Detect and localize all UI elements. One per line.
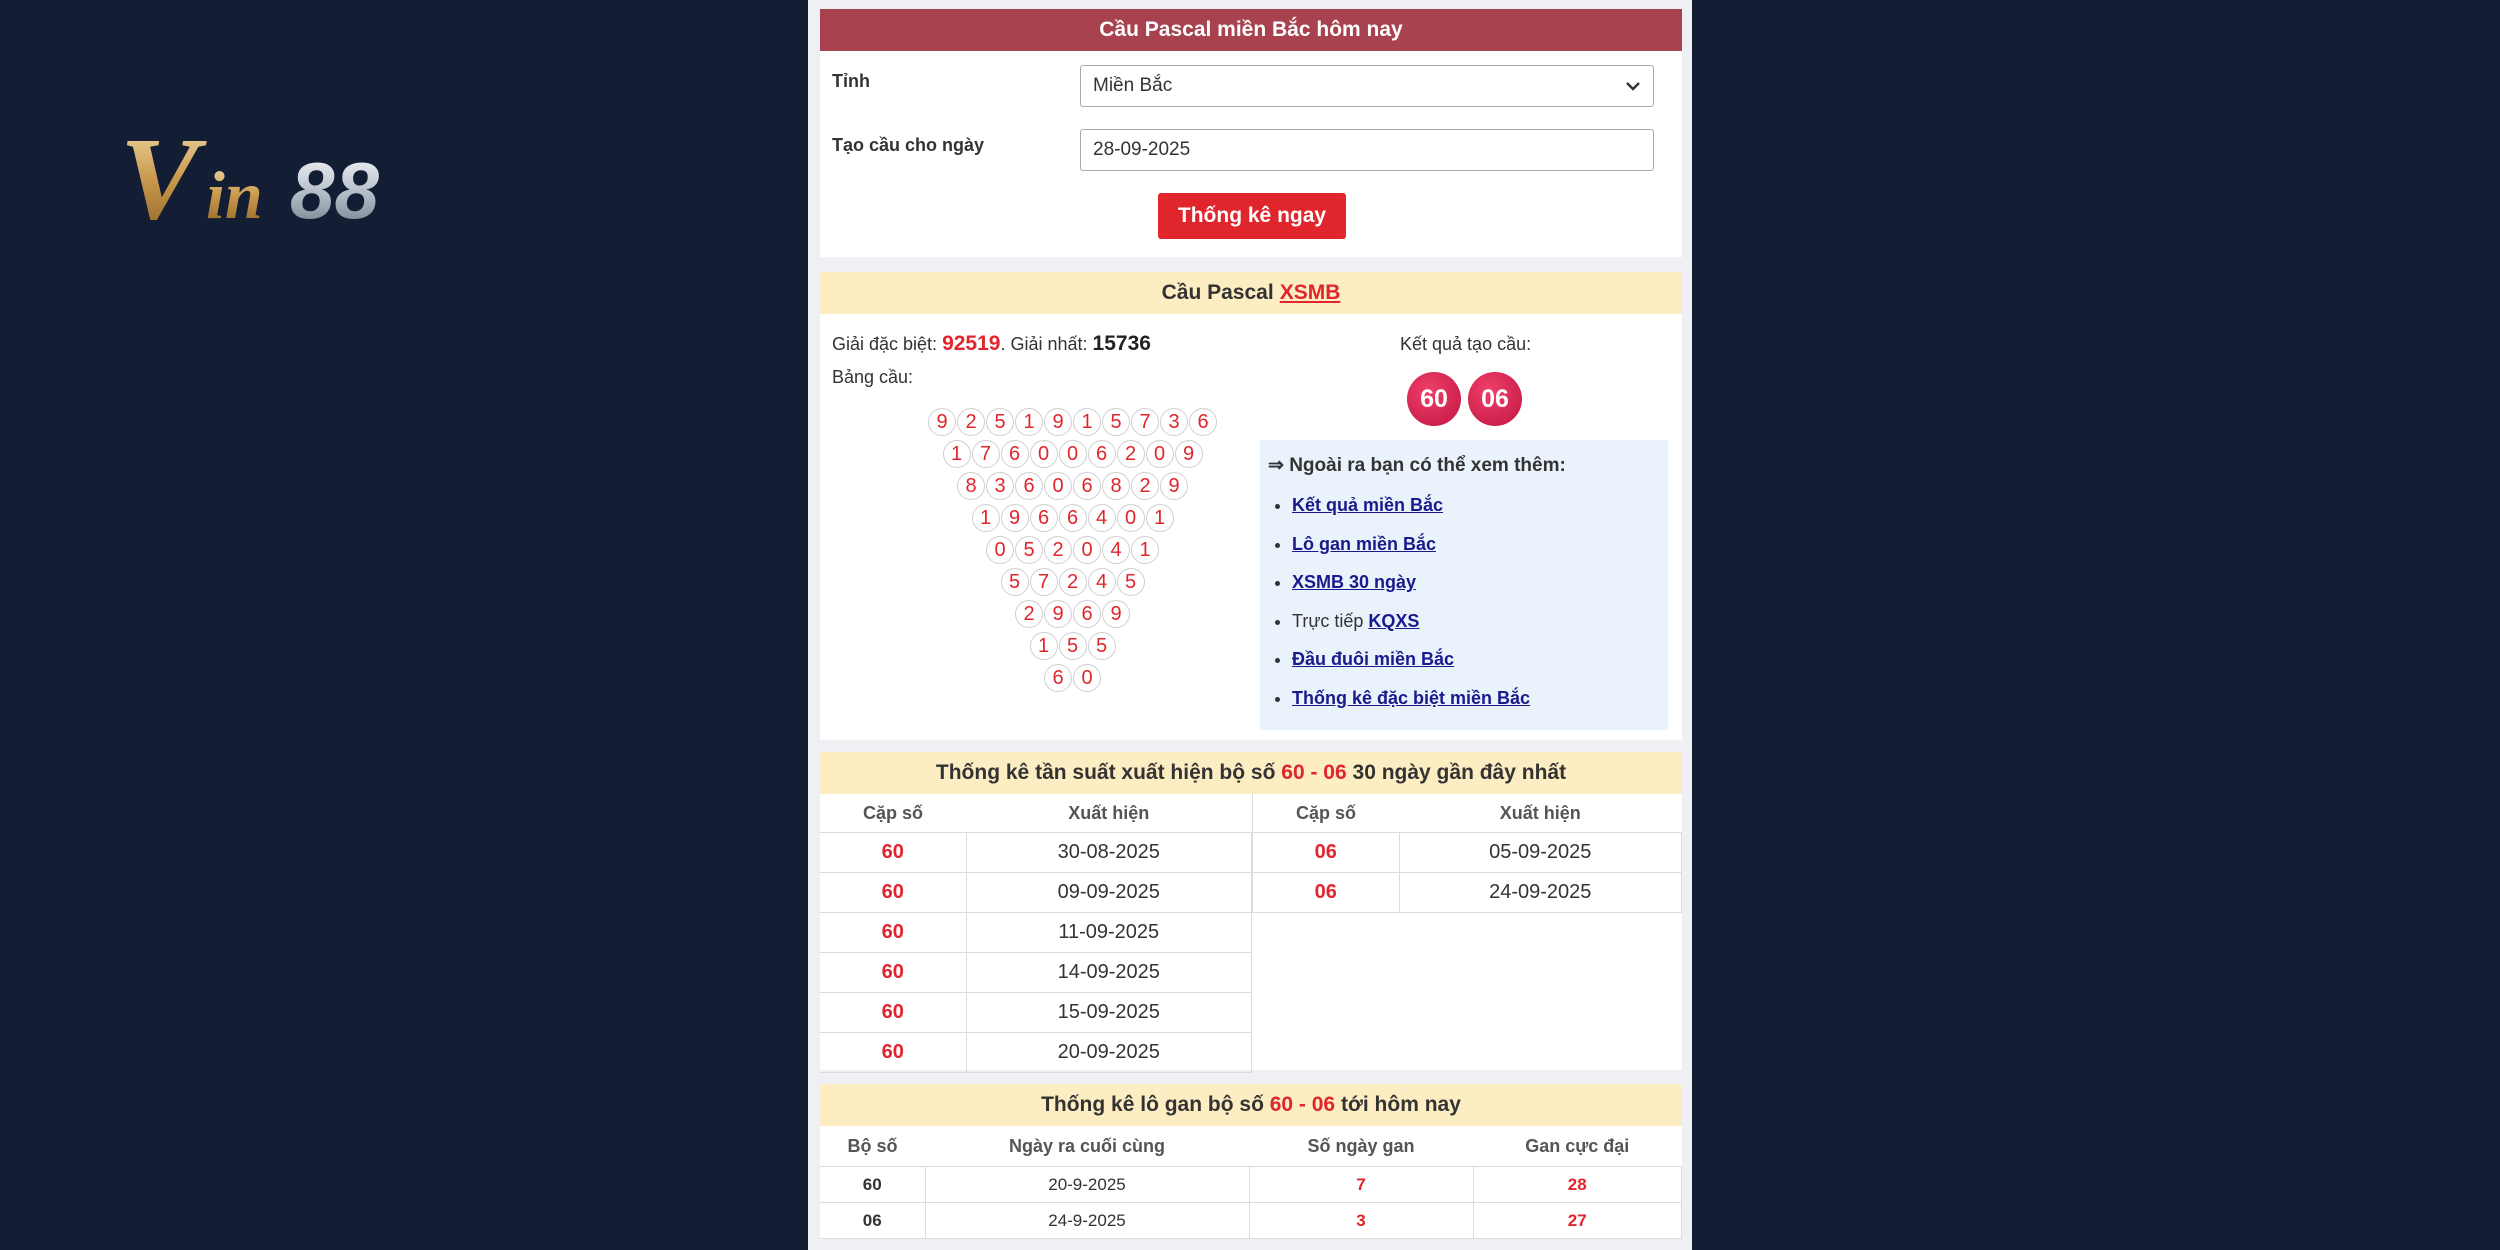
table-row (820, 1033, 1252, 1073)
last-date-cell: 24-9-2025 (925, 1203, 1249, 1239)
pascal-row (1015, 600, 1130, 628)
pascal-form-card (820, 9, 1682, 257)
pascal-digit: 5 (1117, 568, 1145, 596)
pascal-digit: 9 (1102, 600, 1130, 628)
pascal-digit: 7 (1131, 408, 1159, 436)
pascal-digit: 3 (1160, 408, 1188, 436)
more-links-list (1260, 492, 1530, 723)
page-content (808, 0, 1692, 1250)
date-input[interactable] (1080, 129, 1654, 171)
province-label: Tỉnh (832, 71, 870, 91)
link-kqxs[interactable]: KQXS (1368, 610, 1420, 631)
link-xsmb-30-ngay[interactable]: XSMB 30 ngày (1292, 572, 1417, 592)
more-links-title: ⇒ Ngoài ra bạn có thể xem thêm: (1268, 455, 1566, 476)
frequency-table-right (1252, 794, 1682, 913)
xsmb-link[interactable]: XSMB (1279, 281, 1341, 304)
province-select[interactable] (1080, 65, 1654, 107)
vin88-logo (120, 118, 480, 236)
submit-button[interactable]: Thống kê ngay (1158, 193, 1346, 239)
col-bo-so-header: Bộ số (820, 1126, 925, 1167)
pascal-digit: 3 (986, 472, 1014, 500)
link-thong-ke-dac-biet[interactable]: Thống kê đặc biệt miền Bắc (1292, 687, 1531, 708)
col-seen-header: Xuất hiện (1399, 794, 1682, 833)
list-item (1292, 569, 1530, 608)
pair-cell: 06 (1253, 833, 1400, 873)
pascal-digit: 2 (1059, 568, 1087, 596)
pascal-digit: 0 (1073, 536, 1101, 564)
pascal-digit: 0 (1117, 504, 1145, 532)
table-row (820, 993, 1252, 1033)
result-label: Kết quả tạo cầu: (1400, 334, 1532, 354)
last-date-cell: 20-9-2025 (925, 1167, 1249, 1203)
col-pair-header: Cặp số (1253, 794, 1400, 833)
list-item: • Trực tiếp KQXS (1292, 608, 1530, 647)
special-prize-value: 92519 (942, 332, 1001, 355)
pascal-digit: 1 (1131, 536, 1159, 564)
pascal-digit: 6 (1044, 664, 1072, 692)
date-cell: 30-08-2025 (966, 833, 1252, 873)
more-links-box (1260, 440, 1668, 730)
pascal-row (928, 408, 1217, 436)
list-item (1292, 531, 1530, 570)
frequency-pair: 60 - 06 (1281, 761, 1347, 784)
date-label: Tạo cầu cho ngày (832, 135, 985, 155)
form-title: Cầu Pascal miền Bắc hôm nay (820, 9, 1682, 51)
pascal-digit: 6 (1073, 600, 1101, 628)
pascal-digit: 5 (1088, 632, 1116, 660)
pascal-digit: 2 (1117, 440, 1145, 468)
pascal-digit: 9 (1160, 472, 1188, 500)
max-gan-cell: 27 (1473, 1203, 1682, 1239)
lo-gan-table (820, 1126, 1682, 1239)
list-item (1292, 646, 1530, 685)
pascal-digit: 0 (1044, 472, 1072, 500)
list-item (1292, 492, 1530, 531)
link-dau-duoi-mien-bac[interactable]: Đầu đuôi miền Bắc (1292, 649, 1455, 669)
pascal-digit: 6 (1001, 440, 1029, 468)
pascal-digit: 1 (1030, 632, 1058, 660)
pascal-digit: 7 (1030, 568, 1058, 596)
pascal-digit: 7 (972, 440, 1000, 468)
pair-cell: 60 (820, 1033, 966, 1073)
frequency-title: Thống kê tần suất xuất hiện bộ số 60 - 06 30 ngày gần đây nhất (820, 752, 1682, 794)
col-last-date-header: Ngày ra cuối cùng (925, 1126, 1249, 1167)
col-pair-header: Cặp số (820, 794, 966, 833)
pair-cell: 60 (820, 913, 966, 953)
table-row (1253, 833, 1682, 873)
pascal-title-text: Cầu Pascal (1161, 281, 1274, 304)
pascal-digit: 5 (1059, 632, 1087, 660)
pascal-title (820, 272, 1682, 314)
pair-cell: 06 (1253, 873, 1400, 913)
pascal-digit: 8 (957, 472, 985, 500)
pascal-digit: 4 (1102, 536, 1130, 564)
pascal-row (1044, 664, 1101, 692)
pascal-digit: 5 (986, 408, 1014, 436)
frequency-card (820, 752, 1682, 1070)
bo-so-cell: 60 (820, 1167, 925, 1203)
table-row (820, 1203, 1682, 1239)
pascal-digit: 0 (1073, 664, 1101, 692)
date-cell: 24-09-2025 (1399, 873, 1682, 913)
pair-cell: 60 (820, 953, 966, 993)
pascal-digit: 4 (1088, 568, 1116, 596)
svg-text:in: in (206, 157, 263, 233)
pascal-digit: 0 (1059, 440, 1087, 468)
pascal-digit: 2 (957, 408, 985, 436)
col-gan-days-header: Số ngày gan (1249, 1126, 1473, 1167)
table-row (1253, 873, 1682, 913)
table-row (820, 913, 1252, 953)
date-cell: 11-09-2025 (966, 913, 1252, 953)
pascal-digit: 1 (1146, 504, 1174, 532)
pascal-digit: 6 (1059, 504, 1087, 532)
col-seen-header: Xuất hiện (966, 794, 1252, 833)
province-select-value: Miền Bắc (1093, 75, 1173, 96)
date-cell: 05-09-2025 (1399, 833, 1682, 873)
gan-days-cell: 7 (1249, 1167, 1473, 1203)
prize-info (832, 332, 1151, 356)
result-ball: 06 (1468, 372, 1522, 426)
frequency-table-left (820, 794, 1252, 1073)
pascal-digit: 0 (1030, 440, 1058, 468)
pascal-digit: 2 (1131, 472, 1159, 500)
pascal-digit: 6 (1015, 472, 1043, 500)
pascal-digit: 5 (1001, 568, 1029, 596)
chevron-down-icon (1625, 78, 1641, 94)
pascal-digit: 1 (1015, 408, 1043, 436)
lo-gan-title: Thống kê lô gan bộ số 60 - 06 tới hôm nay (820, 1084, 1682, 1126)
pascal-digit: 1 (1073, 408, 1101, 436)
col-max-gan-header: Gan cực đại (1473, 1126, 1682, 1167)
pascal-digit: 9 (928, 408, 956, 436)
lo-gan-pair: 60 - 06 (1269, 1093, 1336, 1116)
pascal-digit: 6 (1073, 472, 1101, 500)
pascal-digit: 6 (1189, 408, 1217, 436)
first-prize-value: 15736 (1092, 332, 1151, 355)
first-prize-label: . Giải nhất: (1000, 334, 1088, 354)
table-label: Bảng cầu: (832, 367, 914, 387)
pair-cell: 60 (820, 833, 966, 873)
pascal-digit: 9 (1044, 408, 1072, 436)
svg-text:88: 88 (290, 146, 379, 235)
lo-gan-card (820, 1084, 1682, 1239)
pascal-row (957, 472, 1188, 500)
pascal-row (1030, 632, 1116, 660)
pascal-digit: 5 (1015, 536, 1043, 564)
result-ball: 60 (1407, 372, 1461, 426)
pascal-digit: 9 (1001, 504, 1029, 532)
table-row (820, 953, 1252, 993)
pascal-row (986, 536, 1159, 564)
link-ket-qua-mien-bac[interactable]: Kết quả miền Bắc (1292, 495, 1444, 515)
pascal-digit: 1 (943, 440, 971, 468)
date-input-value: 28-09-2025 (1093, 139, 1191, 160)
pascal-row (972, 504, 1174, 532)
pascal-row (1001, 568, 1145, 596)
date-cell: 09-09-2025 (966, 873, 1252, 913)
list-item (1292, 685, 1530, 724)
pascal-digit: 9 (1175, 440, 1203, 468)
special-prize-label: Giải đặc biệt: (832, 334, 938, 354)
pascal-digit: 0 (986, 536, 1014, 564)
max-gan-cell: 28 (1473, 1167, 1682, 1203)
pascal-digit: 0 (1146, 440, 1174, 468)
pascal-digit: 5 (1102, 408, 1130, 436)
bo-so-cell: 06 (820, 1203, 925, 1239)
pascal-result-card (820, 272, 1682, 740)
pair-cell: 60 (820, 873, 966, 913)
date-cell: 14-09-2025 (966, 953, 1252, 993)
pascal-digit: 1 (972, 504, 1000, 532)
table-row (820, 833, 1252, 873)
pascal-digit: 9 (1044, 600, 1072, 628)
pascal-digit: 8 (1102, 472, 1130, 500)
pascal-row (943, 440, 1203, 468)
date-cell: 15-09-2025 (966, 993, 1252, 1033)
table-row (820, 873, 1252, 913)
pascal-digit: 6 (1030, 504, 1058, 532)
pascal-digit: 2 (1044, 536, 1072, 564)
table-row (820, 1167, 1682, 1203)
pascal-digit: 6 (1088, 440, 1116, 468)
pair-cell: 60 (820, 993, 966, 1033)
svg-text:V: V (120, 118, 199, 236)
pascal-digit: 4 (1088, 504, 1116, 532)
gan-days-cell: 3 (1249, 1203, 1473, 1239)
date-cell: 20-09-2025 (966, 1033, 1252, 1073)
pascal-digit: 2 (1015, 600, 1043, 628)
link-lo-gan-mien-bac[interactable]: Lô gan miền Bắc (1292, 533, 1437, 554)
